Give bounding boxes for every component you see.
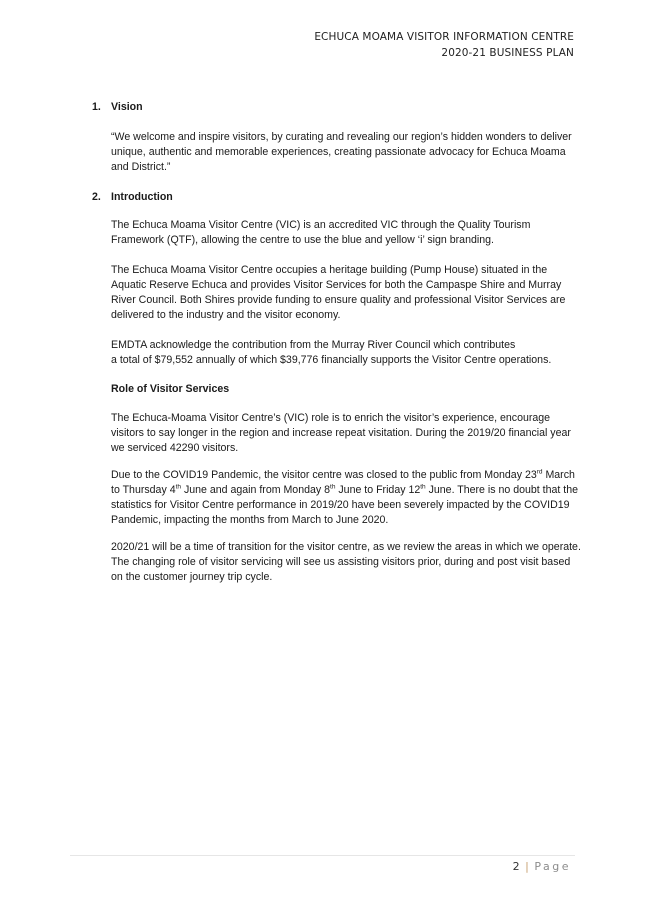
role-paragraph-3: 2020/21 will be a time of transition for the visitor centre, as we review the areas in which we operate. The changing role of visitor servicing will see us assisting visitors prior, during and post visit based on the customer journey trip cycle. bbox=[111, 541, 581, 583]
role-p2-text-c: June and again from Monday 8 bbox=[181, 484, 331, 496]
vision-number: 1. bbox=[92, 101, 101, 113]
role-p2-sup-1: rd bbox=[536, 468, 543, 476]
page-header bbox=[314, 29, 574, 61]
vision-heading bbox=[92, 100, 582, 115]
page-footer bbox=[513, 860, 571, 873]
page-label: Page bbox=[534, 860, 571, 873]
role-p2-text-a: Due to the COVID19 Pandemic, the visitor centre was closed to the public from Monday 23 bbox=[111, 469, 537, 481]
footer-separator: | bbox=[525, 860, 529, 873]
introduction-number: 2. bbox=[92, 191, 101, 203]
header-organisation: ECHUCA MOAMA VISITOR INFORMATION CENTRE bbox=[314, 31, 574, 43]
header-document-title: 2020-21 BUSINESS PLAN bbox=[441, 47, 574, 59]
role-heading: Role of Visitor Services bbox=[111, 383, 230, 395]
introduction-paragraph-3 bbox=[111, 338, 582, 368]
role-p2-text-d: June to Friday 12 bbox=[335, 484, 421, 496]
role-p2-text-b: March to Thursday 4 bbox=[111, 469, 575, 496]
role-p2-text-e: June. There is no doubt that the statistics for Visitor Centre performance in 2019/20 have been severely impacted by the COVID19 Pandemic, impacting the months from March to June 2020. bbox=[111, 484, 578, 526]
footer-divider bbox=[70, 855, 575, 856]
introduction-title: Introduction bbox=[111, 191, 173, 203]
role-paragraph-1: The Echuca-Moama Visitor Centre’s (VIC) role is to enrich the visitor’s experience, encourage visitors to say longer in the region and increase repeat visitation. During the 2019/20 financial year we serviced 42290 visitors. bbox=[111, 412, 571, 454]
introduction-heading bbox=[92, 190, 582, 205]
role-p2-sup-2: th bbox=[175, 483, 182, 491]
role-p2-sup-4: th bbox=[420, 483, 426, 491]
introduction-paragraph-3-line-1: EMDTA acknowledge the contribution from the Murray River Council which contributes bbox=[111, 339, 516, 351]
vision-title: Vision bbox=[111, 101, 143, 113]
introduction-paragraph-3-line-2: a total of $79,552 annually of which $39,776 financially supports the Visitor Centre operations. bbox=[111, 354, 552, 366]
role-p2-sup-3: th bbox=[330, 483, 336, 491]
role-paragraph-2 bbox=[111, 468, 582, 528]
document-body bbox=[92, 100, 582, 585]
introduction-paragraph-2: The Echuca Moama Visitor Centre occupies a heritage building (Pump House) situated in the Aquatic Reserve Echuca and provides Visitor Services for both the Campaspe Shire and Murray River Council. Both Shires provide funding to ensure quality and professional Visitor Services are delivered to the industry and the visitor economy. bbox=[111, 264, 566, 321]
introduction-paragraph-1: The Echuca Moama Visitor Centre (VIC) is an accredited VIC through the Quality Tourism Framework (QTF), allowing the centre to use the blue and yellow ‘i’ sign branding. bbox=[111, 219, 531, 246]
vision-statement: “We welcome and inspire visitors, by curating and revealing our region’s hidden wonders to deliver unique, authentic and memorable experiences, creating passionate advocacy for Echuca Moama and District.” bbox=[111, 131, 572, 173]
page-number: 2 bbox=[512, 860, 520, 873]
